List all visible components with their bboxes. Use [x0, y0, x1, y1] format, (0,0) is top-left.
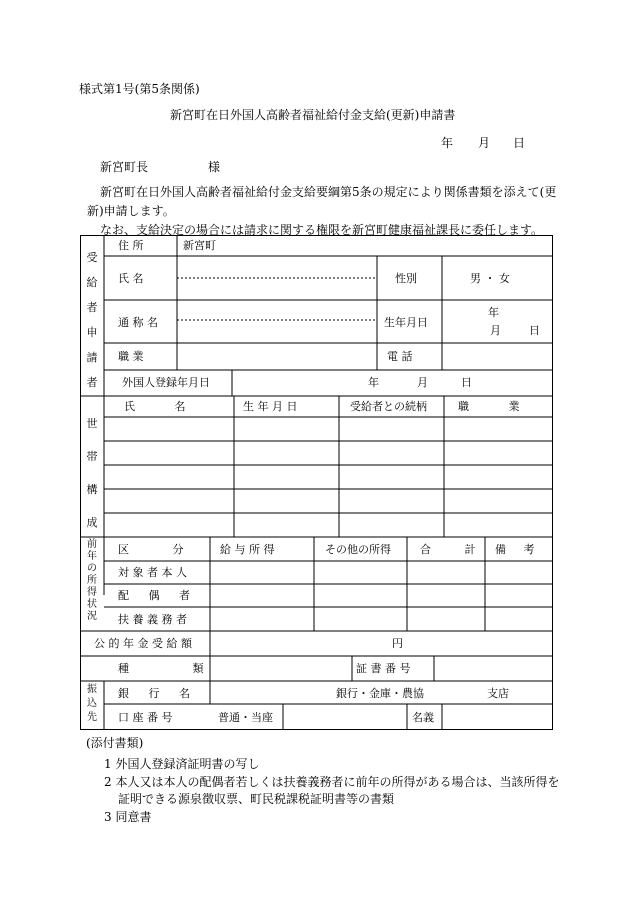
- applicant-section-label: [83, 249, 101, 390]
- income-label-char: 年: [87, 551, 97, 562]
- gender-label: 性別: [395, 272, 417, 285]
- holder-label: 名義: [412, 711, 434, 724]
- birth-day: 日: [529, 324, 540, 337]
- household-label-char: 世: [86, 417, 98, 430]
- pension-type-label: 種 類: [118, 662, 204, 675]
- household-col-name: 氏 名: [124, 400, 186, 413]
- pension-cert-label: 証 書 番 号: [356, 662, 411, 675]
- gender-options[interactable]: 男 ・ 女: [470, 272, 510, 285]
- household-label-char: 帯: [86, 450, 98, 463]
- pension-unit: 円: [392, 637, 403, 650]
- birth-month: 月: [490, 324, 501, 337]
- applicant-label-char: 給: [86, 276, 98, 289]
- reg-year: 年: [368, 376, 379, 389]
- income-col-total: 合 計: [420, 543, 476, 556]
- date-year: 年: [441, 136, 454, 150]
- income-label-char: 所: [87, 575, 97, 586]
- applicant-label-char: 請: [86, 351, 98, 364]
- occupation-label: 職 業: [118, 350, 144, 363]
- income-row-self: 対 象 者 本 人: [118, 566, 187, 579]
- name-label: 氏 名: [118, 272, 144, 285]
- applicant-label-char: 者: [86, 301, 98, 314]
- pension-label: 公 的 年 金 受 給 額: [94, 637, 192, 650]
- alias-label: 通 称 名: [118, 316, 158, 329]
- income-label-char: 得: [87, 587, 97, 598]
- attachment-item-2-line-2: 証明できる源泉徴収票、町民税課税証明書等の書類: [118, 792, 395, 806]
- branch-label: 支店: [487, 687, 509, 700]
- attachments-heading: (添付書類): [86, 736, 144, 750]
- table-grid-lines: [80, 235, 553, 730]
- household-section-label: [83, 415, 101, 530]
- body-line-3: なお、支給決定の場合には請求に関する権限を新宮町健康福祉課長に委任します。: [100, 223, 544, 237]
- application-form-table: [80, 235, 553, 730]
- income-row-dependent: 扶 養 義 務 者: [118, 613, 187, 626]
- income-label-char: 況: [87, 611, 97, 622]
- address-label: 住 所: [118, 239, 144, 252]
- income-row-spouse: 配 偶 者: [118, 589, 190, 602]
- bank-label: 銀 行 名: [118, 687, 190, 700]
- applicant-label-char: 申: [86, 326, 98, 339]
- addressee-name: 新宮町長: [100, 160, 149, 174]
- income-col-salary: 給 与 所 得: [220, 543, 275, 556]
- attachment-item-2-line-1: 2 本人又は本人の配偶者若しくは扶養義務者に前年の所得がある場合は、当該所得を: [104, 775, 560, 789]
- income-col-remarks: 備 考: [495, 543, 535, 556]
- reg-day: 日: [461, 376, 472, 389]
- form-number: 様式第1号(第5条関係): [79, 82, 200, 96]
- household-col-birthdate: 生 年 月 日: [243, 400, 298, 413]
- household-label-char: 成: [86, 516, 98, 529]
- income-col-category: 区 分: [118, 543, 184, 556]
- income-label-char: の: [87, 563, 97, 574]
- attachment-item-3: 3 同意書: [104, 810, 152, 824]
- transfer-label-char: 込: [87, 698, 97, 709]
- address-value[interactable]: 新宮町: [183, 239, 216, 252]
- household-col-occupation: 職 業: [458, 400, 520, 413]
- income-section-label: [83, 539, 101, 623]
- reg-month: 月: [417, 376, 428, 389]
- account-types[interactable]: 普通・当座: [218, 711, 273, 724]
- transfer-label-char: 先: [87, 712, 97, 723]
- birthdate-label: 生年月日: [384, 316, 428, 329]
- date-month: 月: [478, 136, 491, 150]
- bank-types[interactable]: 銀行・金庫・農協: [336, 687, 424, 700]
- applicant-label-char: 者: [86, 376, 98, 389]
- form-title: 新宮町在日外国人高齢者福祉給付金支給(更新)申請書: [170, 108, 456, 122]
- applicant-label-char: 受: [86, 251, 98, 264]
- registration-label: 外国人登録年月日: [122, 376, 210, 389]
- income-col-other: その他の所得: [325, 543, 391, 556]
- income-label-char: 前: [87, 539, 97, 550]
- date-day: 日: [513, 136, 526, 150]
- body-line-2: 新)申請します。: [87, 204, 175, 218]
- income-label-char: 状: [87, 599, 97, 610]
- birth-year: 年: [488, 306, 499, 319]
- transfer-label-char: 振: [87, 684, 97, 695]
- phone-label: 電 話: [387, 350, 413, 363]
- household-label-char: 構: [86, 483, 98, 496]
- household-col-relation: 受給者との続柄: [350, 400, 427, 413]
- transfer-section-label: [83, 683, 101, 725]
- body-line-1: 新宮町在日外国人高齢者福祉給付金支給要綱第5条の規定により関係書類を添えて(更: [100, 185, 557, 199]
- account-label: 口 座 番 号: [118, 711, 173, 724]
- addressee-honorific: 様: [208, 160, 221, 174]
- attachment-item-1: 1 外国人登録済証明書の写し: [104, 757, 260, 771]
